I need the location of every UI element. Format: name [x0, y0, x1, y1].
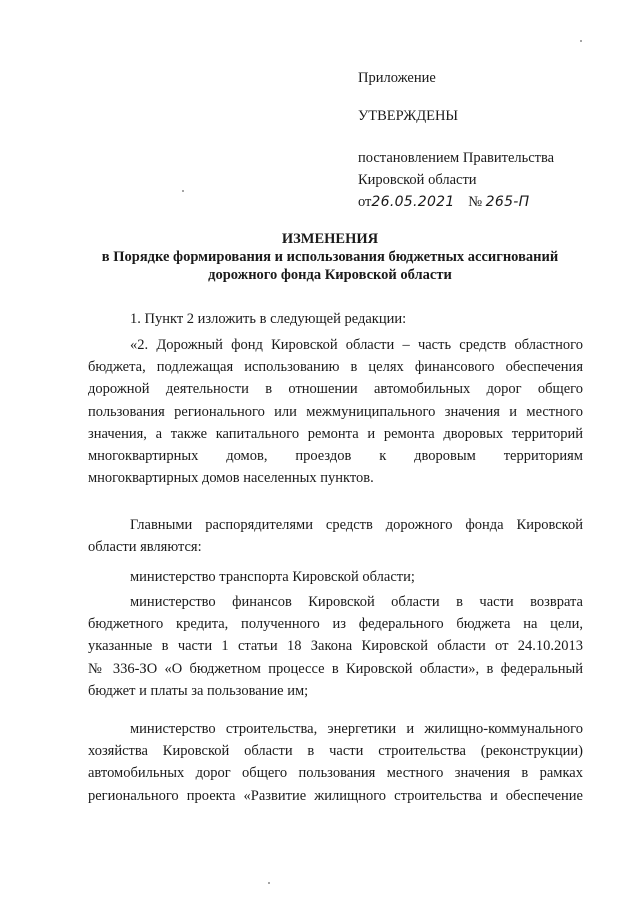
paragraph-1: 1. Пункт 2 изложить в следующей редакции: — [130, 311, 407, 327]
paragraph-6-line-2: хозяйства Кировской области в части строительства (реконструкции) — [88, 743, 583, 760]
resolution-line-1: постановлением Правительства — [358, 150, 555, 166]
paragraph-5-line-5: бюджет и платы за пользование им; — [88, 682, 309, 699]
paragraph-3 — [88, 514, 583, 558]
approval-block — [358, 67, 618, 213]
paragraph-6 — [88, 718, 583, 807]
paragraph-5-line-3: указанные в части 1 статьи 18 Закона Кировской области от 24.10.2013 — [88, 638, 583, 655]
paragraph-5-line-1: министерство финансов Кировской области в части возврата — [130, 594, 583, 610]
paragraph-2-line-4: пользования регионального или межмуниципального значения и местного — [88, 403, 583, 420]
document-title: ИЗМЕНЕНИЯ — [281, 231, 379, 247]
paragraph-2-line-1: «2. Дорожный фонд Кировской области – часть средств областного — [130, 337, 583, 353]
paragraph-5-line-4: № 336-ЗО «О бюджетном процессе в Кировской области», в федеральный — [88, 660, 583, 677]
resolution-line-2: Кировской области — [358, 172, 477, 188]
subtitle-line-1: в Порядке формирования и использования бюджетных ассигнований — [101, 249, 559, 265]
paragraph-2-line-7: многоквартирных домов населенных пунктов. — [88, 470, 374, 487]
date-prefix: от — [358, 194, 372, 210]
paragraph-5-line-2: бюджетного кредита, полученного из федерального бюджета на цели, — [88, 616, 583, 633]
paragraph-2-line-5: значения, а также капитального ремонта и ремонта дворовых территорий — [88, 425, 583, 442]
scan-speck — [580, 40, 582, 42]
paragraph-6-line-4: регионального проекта «Развитие жилищного строительства и обеспечение — [88, 787, 583, 804]
paragraph-2 — [88, 334, 583, 489]
handwritten-number: 265-П — [485, 194, 530, 210]
paragraph-2-line-3: дорожной деятельности в отношении автомобильных дорог общего — [88, 381, 583, 398]
paragraph-4: министерство транспорта Кировской области; — [130, 569, 415, 585]
paragraph-6-line-1: министерство строительства, энергетики и жилищно-коммунального — [130, 721, 583, 737]
paragraph-2-line-6: многоквартирных домов, проездов к дворовым территориям — [88, 448, 583, 465]
handwritten-date: 26.05.2021 — [371, 194, 455, 210]
subtitle-line-2: дорожного фонда Кировской области — [208, 267, 452, 283]
approved-label: УТВЕРЖДЕНЫ — [358, 108, 459, 124]
scan-speck — [268, 882, 270, 884]
paragraph-3-line-2: области являются: — [88, 539, 202, 556]
document-subtitle — [60, 248, 600, 284]
scan-speck — [182, 190, 184, 192]
resolution-date-number — [358, 191, 618, 213]
paragraph-3-line-1: Главными распорядителями средств дорожного фонда Кировской — [130, 517, 583, 533]
paragraph-6-line-3: автомобильных дорог общего пользования местного значения в рамках — [88, 765, 583, 782]
paragraph-2-line-2: бюджета, подлежащая использованию в целях финансового обеспечения — [88, 359, 583, 376]
number-prefix: № — [468, 194, 483, 210]
appendix-label: Приложение — [358, 70, 436, 86]
paragraph-5 — [88, 591, 583, 702]
